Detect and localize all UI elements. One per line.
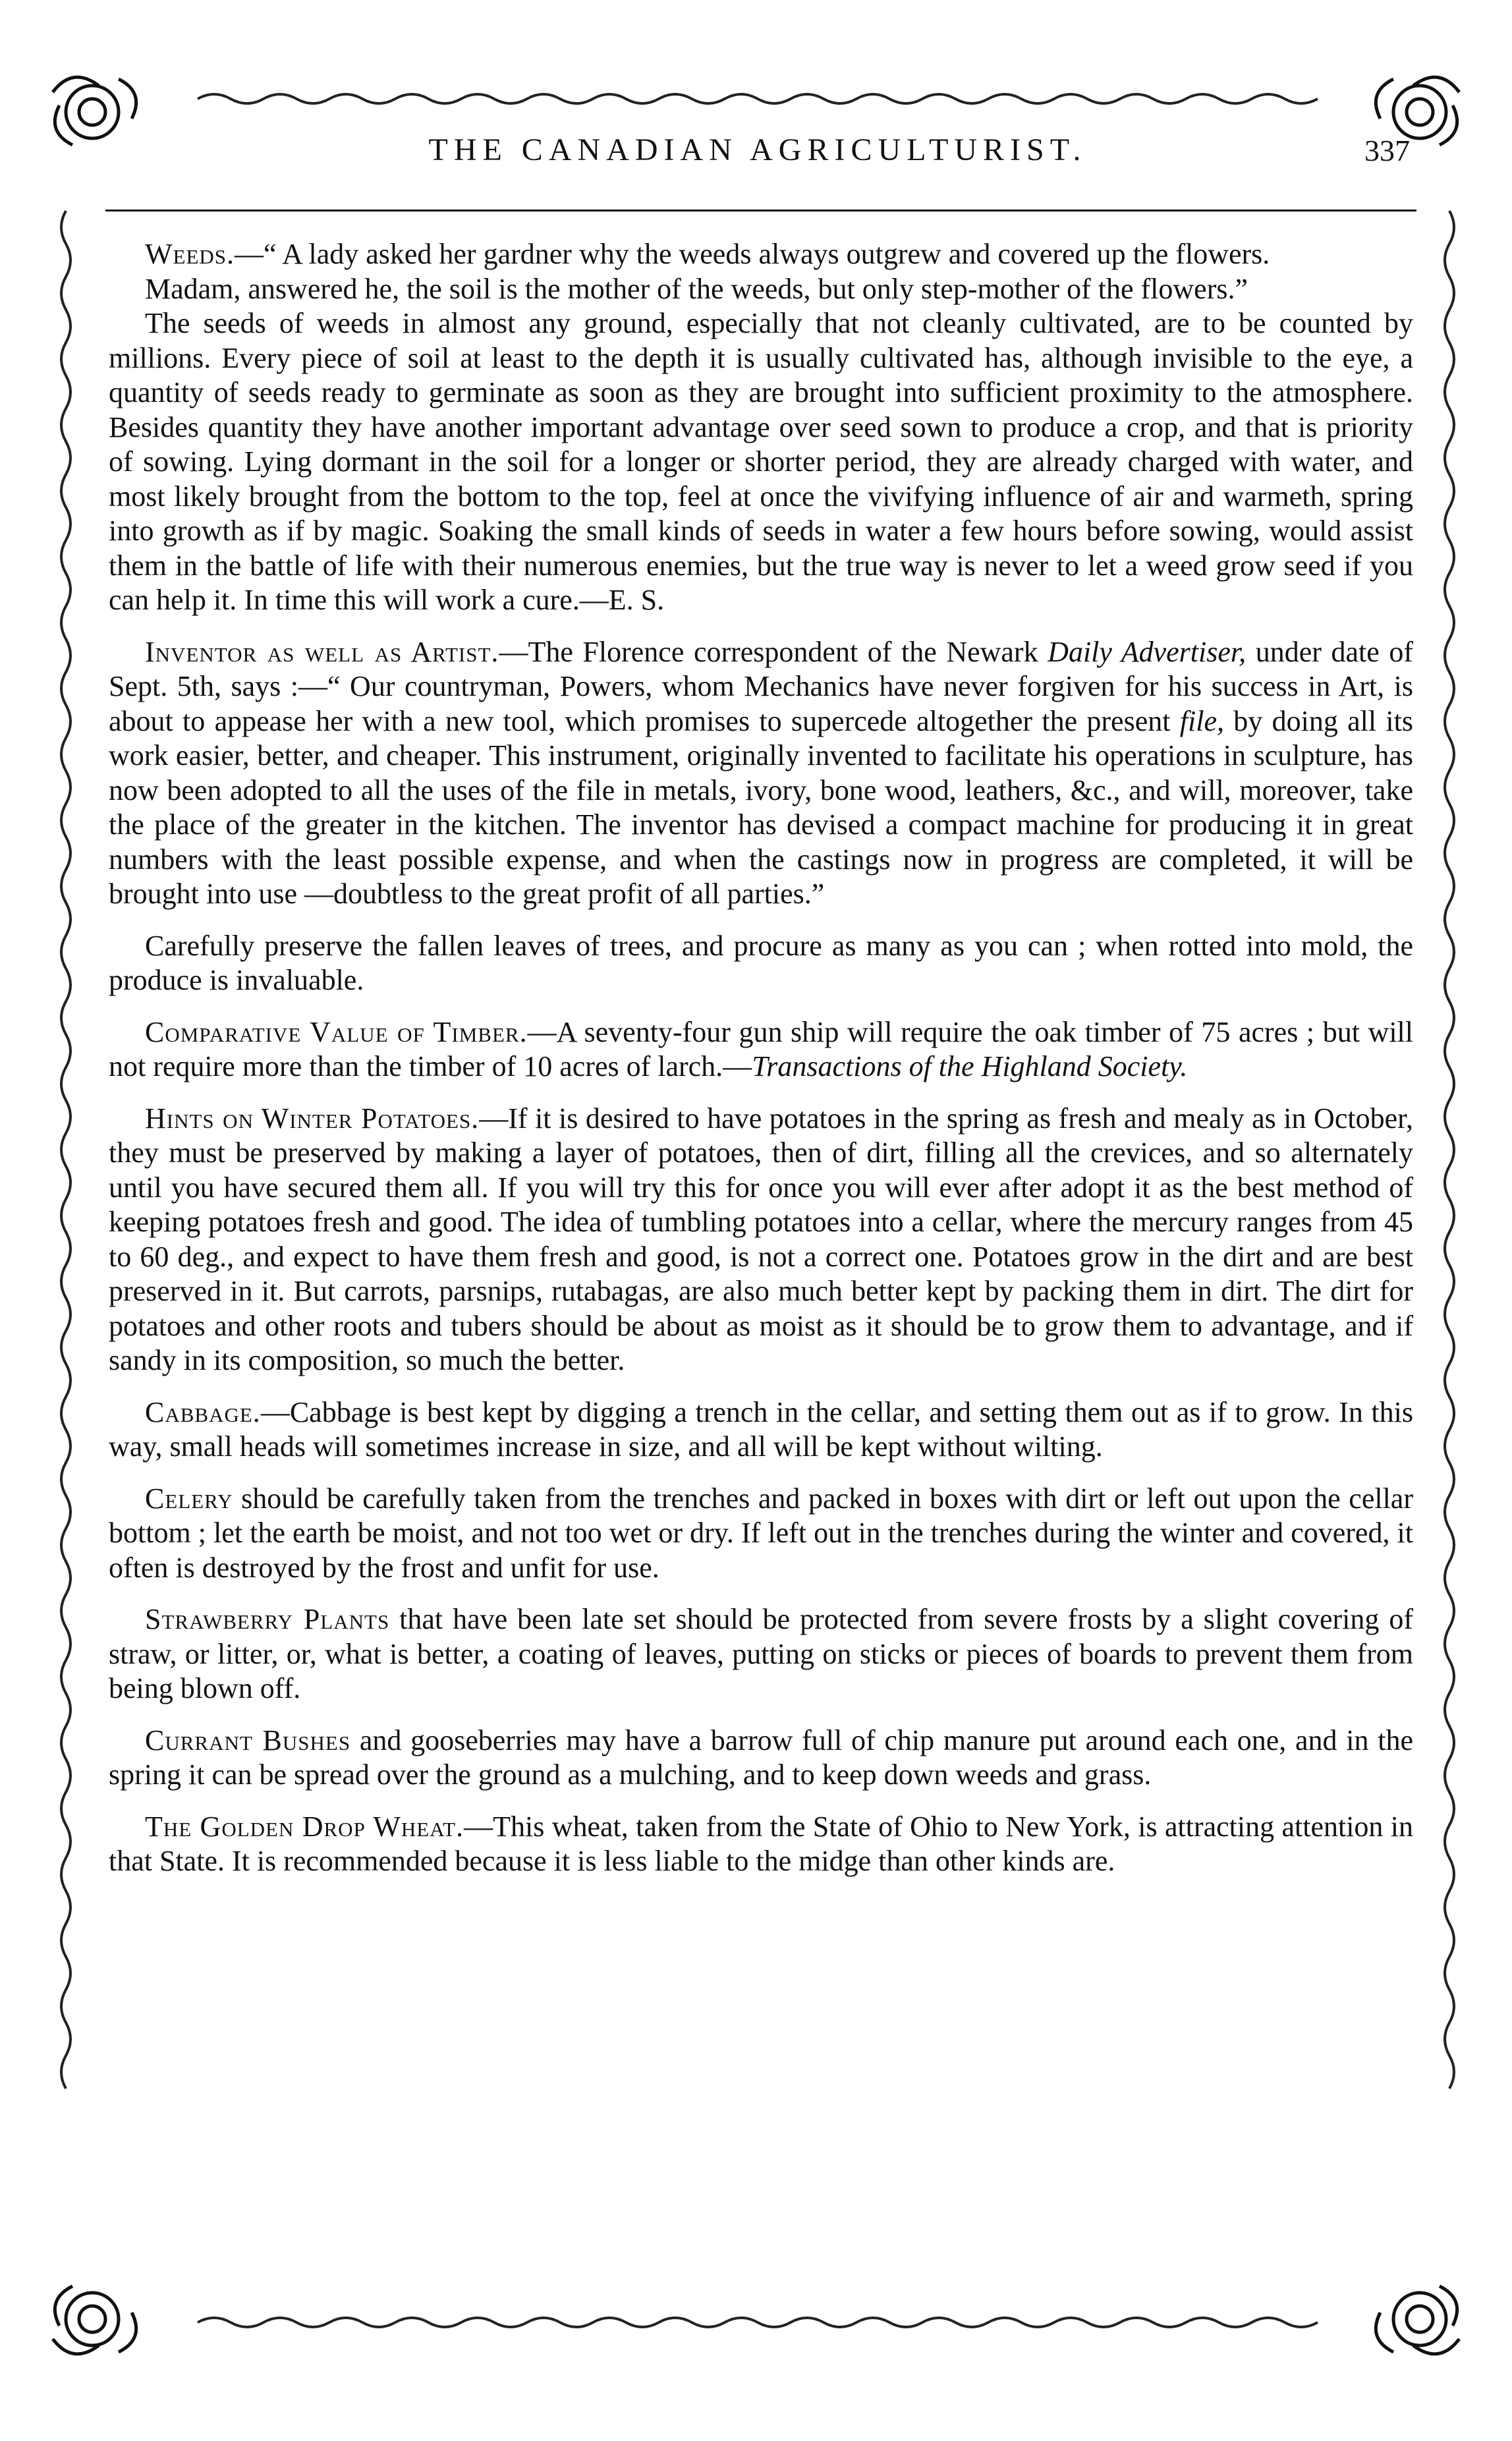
currant-paragraph (109, 1724, 1413, 1793)
potatoes-heading: Hints on Winter Potatoes. (145, 1102, 480, 1135)
header-rule (105, 210, 1416, 211)
wheat-text: —This wheat, taken from the State of Ohio to New York, is attracting attention in that State. It is recommended because it is less liable to the midge than other kinds are. (109, 1810, 1413, 1877)
cabbage-text: —Cabbage is best kept by digging a trench in the cellar, and setting them out as if to grow. In this way, small heads will sometimes increase in size, and all will be kept without wilting. (109, 1395, 1413, 1463)
currant-text: and gooseberries may have a barrow full of chip manure put around each one, and in the spring it can be spread over the ground as a mulching, and to keep down weeds and grass. (109, 1724, 1413, 1791)
inventor-paragraph (109, 635, 1413, 912)
celery-heading: Celery (145, 1482, 233, 1515)
cabbage-heading: Cabbage. (145, 1395, 261, 1428)
cabbage-paragraph (109, 1395, 1413, 1465)
inventor-text-3: by doing all its work easier, better, and cheaper. This instrument, originally invented to facilitate his operations in sculpture, has now been adopted to all the uses of the file in metals, ivory, bone wood, leathers, &c., and will, moreover, take the place of the greater in the kitchen. The inventor has devised a compact machine for producing it in great numbers with the least possible expense, and when the castings now in progress are completed, it will be brought into use —doubtless to the great profit of all parties.” (109, 704, 1413, 910)
currant-heading: Currant Bushes (145, 1724, 351, 1756)
page-header (105, 132, 1410, 184)
potatoes-text: —If it is desired to have potatoes in the spring as fresh and mealy as in October, they must be preserved by making a layer of potatoes, then of dirt, filling all the crevices, and so alternately until you have secured them all. If you will try this for once you will ever after adopt it as the best method of keeping potatoes fresh and good. The idea of tumbling potatoes into a cellar, where the mercury ranges from 45 to 60 deg., and expect to have them fresh and good, is not a correct one. Potatoes grow in the dirt and are best preserved in it. But carrots, parsnips, rutabagas, are also much better kept by packing them in dirt. The dirt for potatoes and other roots and tubers should be about as moist as it should be to grow them to advantage, and if sandy in its composition, so much the better. (109, 1102, 1413, 1376)
strawberry-text: that have been late set should be protected from severe frosts by a slight covering of straw, or litter, or, what is better, a coating of leaves, putting on sticks or pieces of boards to prevent them from being blown off. (109, 1603, 1413, 1704)
timber-text: —A seventy-four gun ship will require the oak timber of 75 acres ; but will not require more than the timber of 10 acres of larch.— (109, 1015, 1413, 1082)
leaves-paragraph: Carefully preserve the fallen leaves of trees, and procure as many as you can ; when rotted into mold, the produce is invaluable. (109, 929, 1413, 996)
strawberry-heading: Strawberry Plants (145, 1603, 390, 1635)
strawberry-paragraph (109, 1602, 1413, 1706)
inventor-heading: Inventor as well as Artist. (145, 635, 499, 668)
weeds-paragraph-2: Madam, answered he, the soil is the mother of the weeds, but only step-mother of the flowers.” (145, 272, 1248, 305)
timber-heading: Comparative Value of Timber. (145, 1015, 528, 1048)
page-body (109, 237, 1413, 1879)
file-word: file, (1179, 704, 1224, 737)
inventor-text-1: —The Florence correspondent of the Newark (499, 635, 1048, 668)
celery-paragraph (109, 1482, 1413, 1586)
wheat-paragraph (109, 1810, 1413, 1879)
running-title: THE CANADIAN AGRICULTURIST. (428, 132, 1087, 167)
page-number: 337 (1364, 134, 1410, 167)
weeds-heading: Weeds. (145, 238, 235, 270)
wheat-heading: The Golden Drop Wheat. (145, 1810, 464, 1843)
inventor-text-2: under date of Sept. 5th, says :—“ Our countryman, Powers, whom Mechanics have never forgiven for his success in Art, is about to appease her with a new tool, which promises to supercede altogether the present (109, 635, 1413, 737)
celery-text: should be carefully taken from the trenches and packed in boxes with dirt or left out upon the cellar bottom ; let the earth be moist, and not too wet or dry. If left out in the trenches during the winter and covered, it often is destroyed by the frost and unfit for use. (109, 1482, 1413, 1584)
weeds-text-1: —“ A lady asked her gardner why the weeds always outgrew and covered up the flowers. (235, 238, 1270, 270)
newspaper-name: Daily Advertiser, (1048, 635, 1246, 668)
weeds-paragraph-3: The seeds of weeds in almost any ground, especially that not cleanly cultivated, are to be counted by millions. Every piece of soil at least to the depth it is usually cultivated has, although invisible to the eye, a quantity of seeds ready to germinate as soon as they are brought into sufficient proximity to the atmosphere. Besides quantity they have another important advantage over seed sown to produce a crop, and that is priority of sowing. Lying dormant in the soil for a longer or shorter period, they are already charged with water, and most likely brought from the bottom to the top, feel at once the vivifying influence of air and warmeth, spring into growth as if by magic. Soaking the small kinds of seeds in water a few hours before sowing, would assist them in the battle of life with their numerous enemies, but the true way is never to let a weed grow seed if you can help it. In time this will work a cure.—E. S. (109, 307, 1413, 616)
timber-source: Transactions of the Highland Society. (752, 1050, 1188, 1082)
timber-paragraph (109, 1015, 1413, 1084)
weeds-paragraph-1 (109, 237, 1413, 272)
potatoes-paragraph (109, 1102, 1413, 1378)
